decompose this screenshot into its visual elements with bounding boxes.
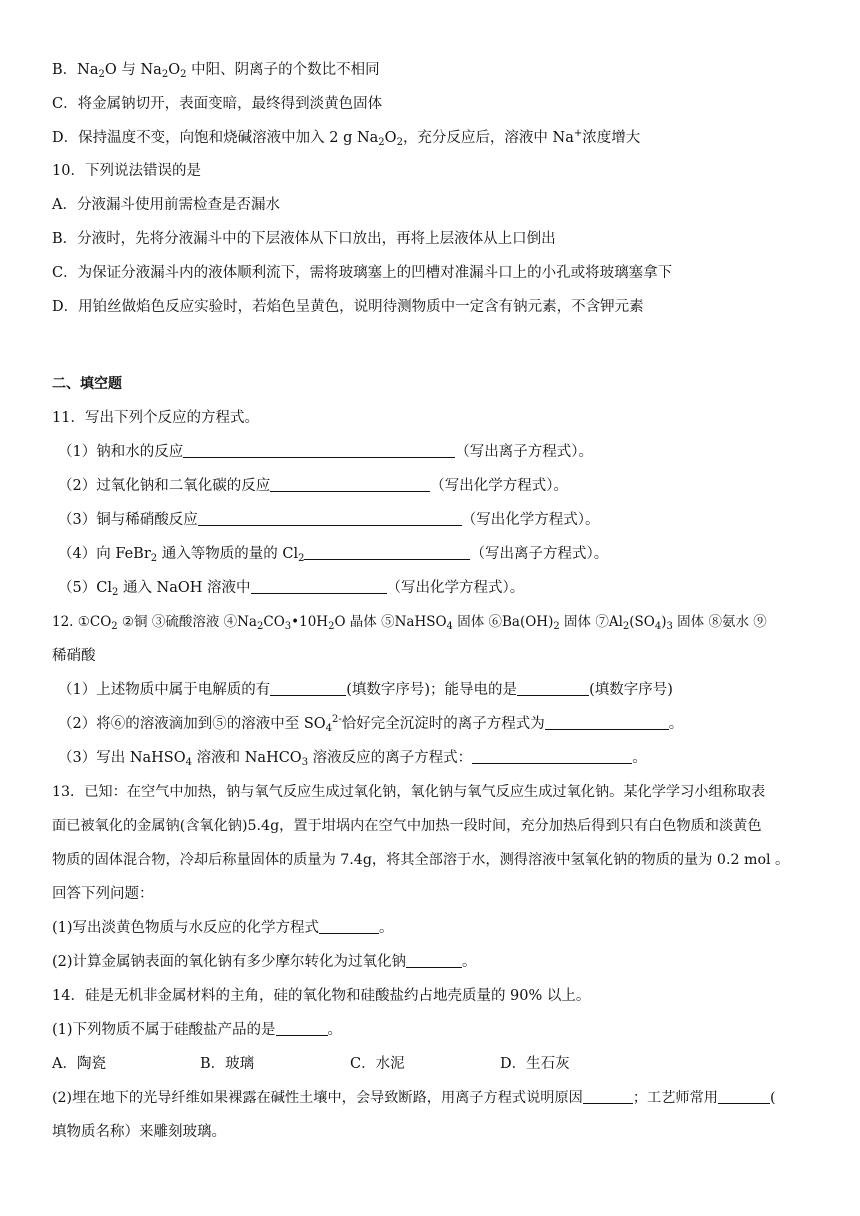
answer-blank[interactable] [545, 715, 669, 730]
q14-option-c: C．水泥 [350, 1056, 405, 1072]
q13-stem-line-1: 13．已知：在空气中加热，钠与氧气反应生成过氧化钠，氧化钠与氧气反应生成过氧化钠。某化学学习小组称取表 [52, 784, 766, 800]
q13-part-2: (2)计算金属钠表面的氧化钠有多少摩尔转化为过氧化钠 。 [52, 954, 477, 970]
answer-blank[interactable] [304, 545, 470, 560]
q10-option-b: B．分液时，先将分液漏斗中的下层液体从下口放出，再将上层液体从上口倒出 [52, 231, 556, 247]
q13-stem-line-2: 面已被氧化的金属钠(含氧化钠)5.4g，置于坩埚内在空气中加热一段时间，充分加热后得到只有白色物质和淡黄色 [52, 818, 762, 834]
q12-stem-line-1: 12. $①CO_2$ ②铜 ③硫酸溶液 $④Na_2CO_3•10H_2O$ 晶体 ⑤NaHSO$_4$ 固体 $⑥Ba(OH)_2$ 固体 $⑦Al_2(SO_4)_3$ 固体 ⑧氨水 ⑨ [52, 614, 767, 632]
q14-part-1: (1)下列物质不属于硅酸盐产品的是 。 [52, 1022, 343, 1038]
q12-stem-line-2: 稀硝酸 [52, 648, 96, 664]
q10-option-a: A．分液漏斗使用前需检查是否漏水 [52, 197, 280, 213]
q10-option-d: D．用铂丝做焰色反应实验时，若焰色呈黄色，说明待测物质中一定含有钠元素，不含钾元素 [52, 299, 644, 315]
q13-stem-line-4: 回答下列问题： [52, 886, 154, 902]
answer-blank[interactable] [270, 477, 430, 492]
q11-part-5: $(5)Cl_2$ 通入 NaOH 溶液中 （写出化学方程式）。 [58, 580, 525, 598]
q10-option-c: C．为保证分液漏斗内的液体顺利流下，需将玻璃塞上的凹槽对准漏斗口上的小孔或将玻璃塞拿下 [52, 265, 673, 281]
answer-blank[interactable] [472, 749, 632, 764]
q9-option-b: B．$Na_2O$ 与 $Na_2O_2$ 中阳、阴离子的个数比不相同 [52, 62, 380, 80]
q14-option-a: A．陶瓷 [52, 1056, 106, 1072]
q11-part-2: （2）过氧化钠和二氧化碳的反应 （写出化学方程式）。 [58, 478, 568, 494]
answer-blank[interactable] [276, 1021, 328, 1036]
q13-stem-line-3: 物质的固体混合物，冷却后称量固体的质量为 7.4g，将其全部溶于水，测得溶液中氢氧化钠的物质的量为 0.2 mol 。 [52, 852, 790, 868]
q9-option-d: D．保持温度不变，向饱和烧碱溶液中加入 2 g $Na_2O_2$，充分反应后，溶液中 Na+浓度增大 [52, 128, 641, 148]
q14-option-d: D．生石灰 [500, 1056, 570, 1072]
q12-part-2: （2）将⑥的溶液滴加到⑤的溶液中至 $SO_4^{2-}$恰好完全沉淀时的离子方程式为 。 [58, 714, 684, 734]
q10-stem: 10．下列说法错误的是 [52, 163, 201, 179]
answer-blank[interactable] [406, 953, 462, 968]
answer-blank[interactable] [270, 681, 346, 696]
q13-part-1: (1)写出淡黄色物质与水反应的化学方程式 。 [52, 920, 394, 936]
answer-blank[interactable] [183, 443, 455, 458]
q11-stem: 11．写出下列个反应的方程式。 [52, 410, 259, 426]
q11-part-4: （4）向 FeBr$_2$ 通入等物质的量的 $Cl_2$ （写出离子方程式）。 [58, 546, 609, 564]
answer-blank[interactable] [198, 511, 462, 526]
q12-part-3: （3）写出 NaHSO$_4$ 溶液和 NaHCO$_3$ 溶液反应的离子方程式： 。 [58, 750, 647, 768]
q9-option-c: C．将金属钠切开，表面变暗，最终得到淡黄色固体 [52, 96, 383, 112]
q11-part-1: （1）钠和水的反应 （写出离子方程式）。 [58, 444, 593, 460]
q14-option-b: B．玻璃 [200, 1056, 255, 1072]
q14-options [52, 1054, 570, 1074]
q14-stem: 14．硅是无机非金属材料的主角，硅的氧化物和硅酸盐约占地壳质量的 90% 以上。 [52, 988, 591, 1004]
answer-blank[interactable] [583, 1089, 633, 1104]
answer-blank[interactable] [319, 919, 379, 934]
answer-blank[interactable] [718, 1089, 770, 1104]
answer-blank[interactable] [517, 681, 589, 696]
q14-part-2: (2)埋在地下的光导纤维如果裸露在碱性土壤中，会导致断路，用离子方程式说明原因 ；工艺师常用 ( [52, 1090, 776, 1106]
q12-part-1: （1）上述物质中属于电解质的有 (填数字序号)；能导电的是 (填数字序号) [58, 682, 673, 698]
answer-blank[interactable] [251, 579, 387, 594]
q14-part-2-continued: 填物质名称）来雕刻玻璃。 [52, 1124, 226, 1140]
q11-part-3: （3）铜与稀硝酸反应 （写出化学方程式）。 [58, 512, 600, 528]
section-heading: 二、填空题 [52, 376, 122, 392]
